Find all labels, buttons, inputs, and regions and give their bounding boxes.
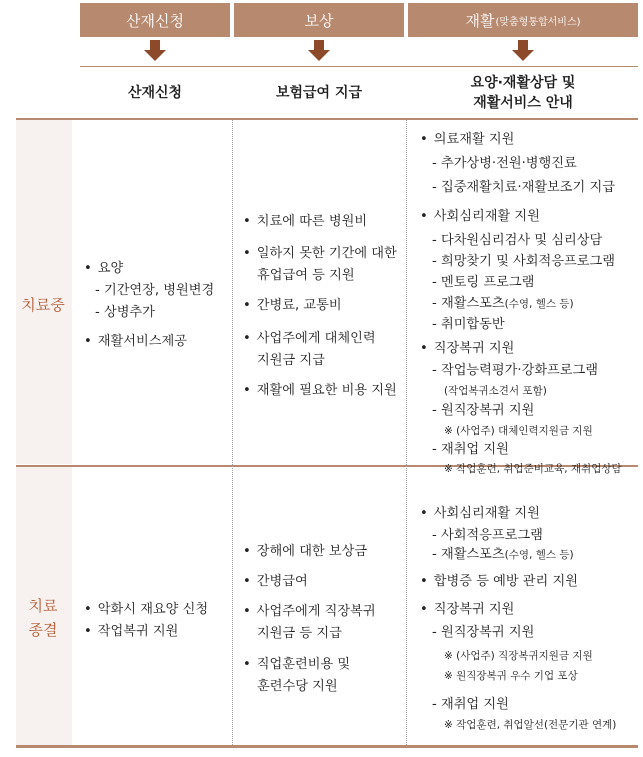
row-label-treating: [16, 293, 70, 317]
header-col-application-label: 산재신청: [126, 11, 184, 30]
list-note: (작업복귀소견서 포함): [444, 385, 547, 397]
list-subitem: - 기간연장, 병원변경: [95, 283, 215, 298]
subheader-insurance-payment: [234, 70, 404, 116]
row-label-treating-text: 치료중: [21, 296, 65, 314]
header-col-rehab-label: 재활: [465, 11, 495, 30]
list-subitem-text: - 재활스포츠: [432, 296, 505, 311]
list-item: • 간병급여: [243, 573, 308, 591]
subheader-insurance-payment-text: 보험급여 지급: [275, 85, 363, 101]
list-subitem-text: - 재활스포츠: [432, 547, 505, 562]
arrow-down-icon: [144, 40, 166, 61]
arrow-down-icon: [512, 40, 534, 61]
list-subitem: - 취미합동반: [432, 317, 505, 332]
column-divider: [406, 120, 407, 745]
divider: [80, 66, 638, 67]
list-note: ※ 작업훈련, 취업준비교육, 재취업상담: [444, 463, 622, 475]
row-label-ended-line1: 치료: [28, 597, 58, 615]
list-subitem: - 원직장복귀 지원: [432, 403, 535, 418]
list-subitem: [432, 295, 574, 313]
list-subitem: - 희망찾기 및 사회적응프로그램: [432, 254, 615, 269]
header-col-rehab: [408, 3, 638, 37]
list-item: • 직장복귀 지원: [420, 601, 514, 619]
list-subitem: - 다차원심리검사 및 심리상담: [432, 233, 603, 248]
list-subitem: - 원직장복귀 지원: [432, 625, 535, 640]
subheader-rehab-guidance: [408, 70, 638, 116]
list-subitem: - 재취업 지원: [432, 442, 509, 457]
list-item: • 의료재활 지원: [420, 131, 514, 149]
list-item: • 사업주에게 직장복귀: [243, 603, 376, 621]
list-item: • 사회심리재활 지원: [420, 505, 540, 523]
divider: [16, 745, 638, 748]
row-label-ended: [16, 594, 70, 642]
list-item: • 사회심리재활 지원: [420, 208, 540, 226]
divider: [16, 118, 638, 120]
list-note: ※ (사업주) 대체인력지원금 지원: [444, 425, 593, 437]
list-note: ※ (사업주) 직장복귀지원금 지원: [444, 650, 593, 662]
list-item-cont: 훈련수당 지원: [257, 679, 338, 694]
list-subitem: - 작업능력평가·강화프로그램: [432, 363, 599, 378]
list-subitem: - 집중재활치료·재활보조기 지급: [432, 180, 615, 195]
list-note: ※ 작업훈련, 취업알선(전문기관 연계): [444, 719, 617, 731]
header-col-rehab-sublabel: (맞춤형통합서비스): [495, 16, 581, 28]
list-subitem-note: (수영, 헬스 등): [504, 298, 574, 310]
list-item: • 작업복귀 지원: [84, 623, 178, 641]
list-item-cont: 지원금 지급: [257, 353, 325, 368]
row-label-bg-treating: [16, 120, 72, 464]
list-item: • 치료에 따른 병원비: [243, 213, 367, 231]
list-subitem: - 상병추가: [95, 305, 155, 320]
subheader-application: [80, 70, 230, 116]
arrow-down-icon: [308, 40, 330, 61]
list-item: • 요양: [84, 260, 123, 278]
header-col-application: [80, 3, 230, 37]
list-item-cont: 지원금 등 지급: [257, 626, 342, 641]
list-subitem: - 사회적응프로그램: [432, 528, 543, 543]
subheader-application-text: 산재신청: [127, 85, 183, 101]
column-divider: [232, 120, 233, 745]
subheader-rehab-line1: 요양·재활상담 및: [470, 75, 576, 91]
list-item: • 합병증 등 예방 관리 지원: [420, 573, 578, 591]
row-label-ended-line2: 종결: [28, 621, 58, 639]
list-subitem-note: (수영, 헬스 등): [504, 549, 574, 561]
list-note: ※ 원직장복귀 우수 기업 포상: [444, 670, 578, 682]
list-subitem: - 추가상병·전원·병행진료: [432, 156, 577, 171]
header-col-compensation-label: 보상: [304, 11, 334, 30]
list-subitem: - 멘토링 프로그램: [432, 275, 535, 290]
list-item: • 간병료, 교통비: [243, 297, 342, 315]
list-item: • 직장복귀 지원: [420, 340, 514, 358]
list-item: • 직업훈련비용 및: [243, 656, 350, 674]
list-item: • 재활에 필요한 비용 지원: [243, 382, 397, 400]
header-col-compensation: [234, 3, 404, 37]
list-subitem: - 재취업 지원: [432, 697, 509, 712]
list-item: • 일하지 못한 기간에 대한: [243, 245, 397, 263]
list-item: • 장해에 대한 보상금: [243, 543, 367, 561]
list-item: • 사업주에게 대체인력: [243, 330, 376, 348]
list-item: • 악화시 재요양 신청: [84, 601, 208, 619]
list-item-cont: 휴업급여 등 지원: [257, 268, 355, 283]
list-subitem: [432, 546, 574, 564]
subheader-rehab-line2: 재활서비스 안내: [473, 95, 573, 111]
list-item: • 재활서비스제공: [84, 333, 187, 351]
